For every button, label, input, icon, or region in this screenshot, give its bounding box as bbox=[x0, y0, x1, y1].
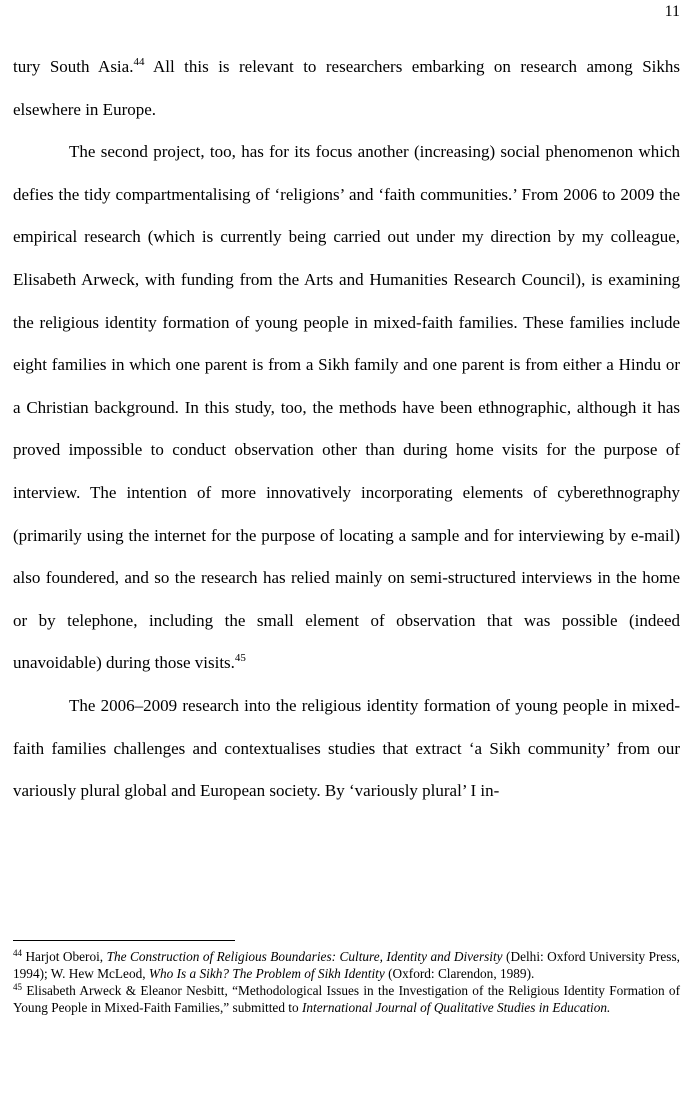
paragraph-3-text: The 2006–2009 research into the religious identity formation of young people in mixed-faith families challenges and contextualises studies that extract ‘a Sikh community’ from our variously plural global and European society. By ‘variously plural’ I in- bbox=[13, 695, 680, 801]
footnote-text: (Oxford: Clarendon, 1989). bbox=[384, 966, 535, 981]
footnote-ref-45: 45 bbox=[234, 652, 246, 665]
footnote-divider bbox=[13, 940, 235, 941]
body-text bbox=[13, 46, 680, 813]
page-number: 11 bbox=[664, 3, 680, 20]
footnote-title: Who Is a Sikh? The Problem of Sikh Identity bbox=[148, 966, 385, 981]
footnotes bbox=[13, 948, 680, 1016]
footnote-text: Elisabeth Arweck & Eleanor Nesbitt, “Methodological Issues in the Investigation of the Religious Identity Formation of Young People in Mixed-Faith Families,” submitted to bbox=[13, 983, 680, 1015]
footnote-title: International Journal of Qualitative Studies in Education. bbox=[301, 1000, 611, 1015]
paragraph-2 bbox=[13, 131, 680, 685]
paragraph-2-text: The second project, too, has for its focus another (increasing) social phenomenon which defies the tidy compartmentalising of ‘religions’ and ‘faith communities.’ From 2006 to 2009 the empirical research (which is currently being carried out under my direction by my colleague, Elisabeth Arweck, with funding from the Arts and Humanities Research Council), is examining the religious identity formation of young people in mixed-faith families. These families include eight families in which one parent is from a Sikh family and one parent is from either a Hindu or a Christian background. In this study, too, the methods have been ethnographic, although it has proved impossible to conduct observation other than during home visits for the purpose of interview. The intention of more innovatively incorporating elements of cyberethnography (primarily using the internet for the purpose of locating a sample and for interviewing by e-mail) also foundered, and so the research has relied mainly on semi-structured interviews in the home or by telephone, including the small element of observation that was possible (indeed unavoidable) during those visits. bbox=[13, 142, 680, 673]
footnote-44 bbox=[13, 948, 680, 982]
paragraph-1-text-a: tury South Asia. bbox=[13, 57, 134, 76]
footnote-number: 44 bbox=[13, 948, 22, 958]
footnote-title: The Construction of Religious Boundaries: Culture, Identity and Diversity bbox=[106, 949, 503, 964]
footnote-ref-44: 44 bbox=[133, 56, 145, 68]
footnote-text: Harjot Oberoi, bbox=[22, 949, 107, 964]
paragraph-3 bbox=[13, 685, 680, 813]
footnote-number: 45 bbox=[13, 982, 22, 992]
paragraph-1 bbox=[13, 46, 680, 131]
paragraph-1-text-b: All this is relevant to researchers embarking on research among Sikhs elsewhere in Europe. bbox=[13, 57, 680, 119]
footnote-45 bbox=[13, 982, 680, 1016]
footnote-text: (Delhi: Oxford University Press, 1994); W. Hew McLeod, bbox=[13, 949, 680, 981]
